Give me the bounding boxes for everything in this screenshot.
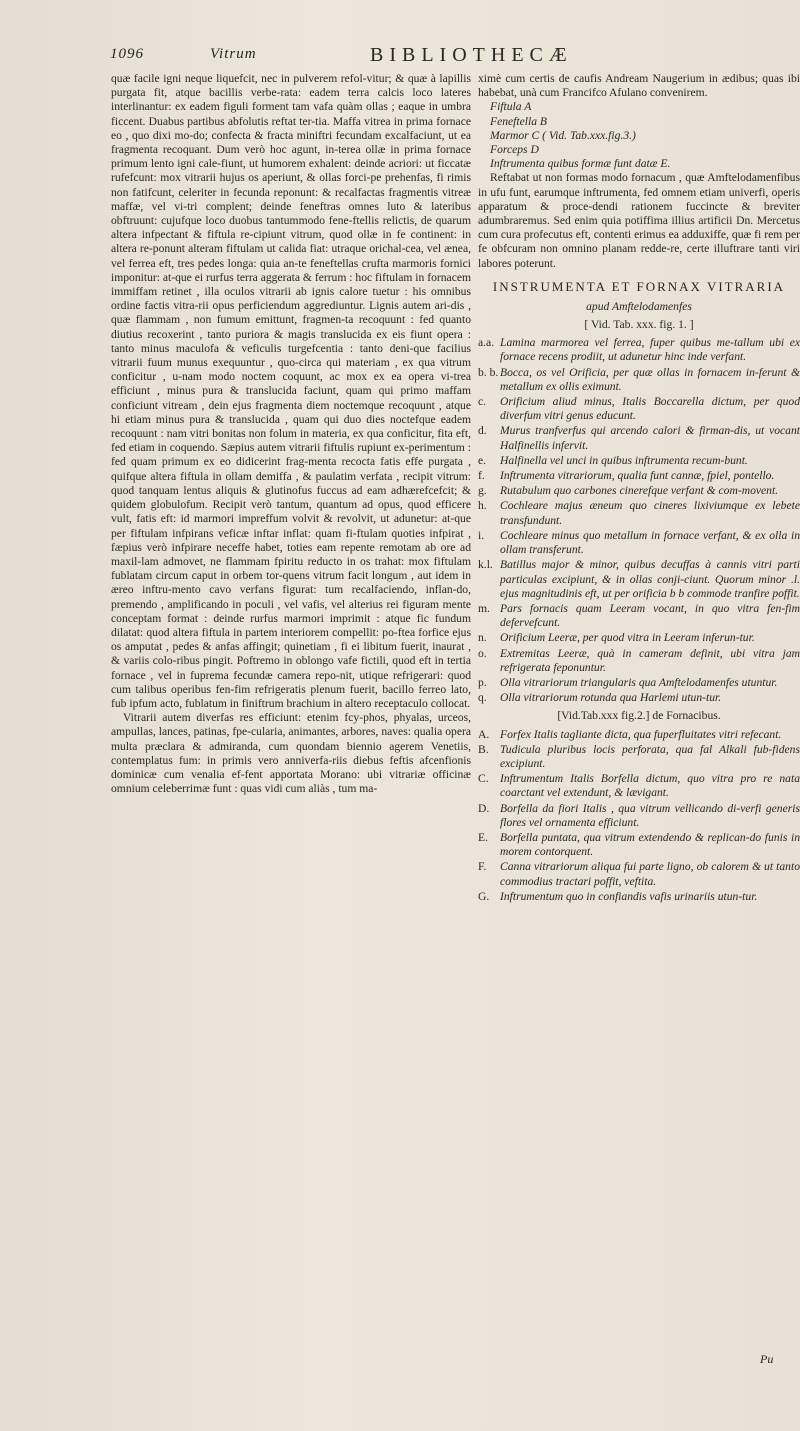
right-column	[478, 72, 800, 1362]
item-key: o.	[478, 646, 487, 660]
item-key: f.	[478, 469, 485, 483]
list-item	[478, 336, 800, 364]
item-key: G.	[478, 889, 490, 903]
right-paragraph: Reftabat ut non formas modo fornacum , quæ Amftelodamenfibus in ufu funt, earumque inftrumenta, fed omnem etiam univerfi, operis apparatum & proce-dendi rationem fuccincte & breviter adumbraremus. Sed enim quia potiffima illius artificii Dn. Mercetus cum cura profecutus eft, contenti erimus ea adduxiffe, quæ fi rem per fe obfcuram non omnino planam redde-re, certe illuftrare tanti viri labores poterunt.	[478, 171, 800, 270]
list-item	[478, 499, 800, 527]
list-item	[478, 743, 800, 771]
item-text: Forfex Italis tagliante dicta, qua fuperfluitates vitri refecant.	[500, 727, 782, 741]
left-column	[111, 72, 471, 1377]
item-text: Lamina marmorea vel ferrea, fuper quibus me-tallum ubi ex fornace recens prodiit, ut adunetur hinc inde verfant.	[500, 336, 800, 364]
page-number: 1096	[110, 46, 144, 62]
list-item	[478, 802, 800, 830]
tool-list-a	[478, 100, 800, 171]
list-item	[478, 366, 800, 394]
item-key: A.	[478, 727, 490, 741]
list-item	[478, 454, 800, 468]
section-subheading: apud Amftelodamenfes	[586, 299, 692, 313]
list-item	[478, 890, 800, 904]
item-key: a.a.	[478, 336, 495, 350]
item-key: m.	[478, 601, 490, 615]
list-item	[478, 860, 800, 888]
item-key: q.	[478, 691, 487, 705]
item-text: Bocca, os vel Orificia, per quæ ollas in fornacem in-ferunt & metallum ex ollis eximunt.	[500, 365, 800, 393]
list-item	[478, 676, 800, 690]
tool-item: Inftrumenta quibus formæ funt datæ E.	[490, 157, 671, 171]
item-text: Borfella da fiori Italis , qua vitrum vellicando di-verfi generis flores vel ornamenta efficiunt.	[500, 801, 800, 829]
item-text: Inftrumenta vitrariorum, qualia funt cannæ, fpiel, pontello.	[500, 469, 775, 483]
list-item	[478, 602, 800, 630]
item-text: Canna vitrariorum aliqua fui parte ligno, ob calorem & ut tanto commodius tractari poffit, veftita.	[500, 860, 800, 888]
item-text: Extremitas Leeræ, quà in cameram definit, ubi vitra jam refrigerata feponuntur.	[500, 646, 800, 674]
item-text: Rutabulum quo carbones cinerefque verfant & com-movent.	[500, 484, 779, 498]
tool-item: Fiftula A	[490, 100, 532, 114]
item-text: Orificium aliud minus, Italis Boccarella dictum, per quod diverfum vitri genus educunt.	[500, 395, 800, 423]
list-item	[478, 484, 800, 498]
item-key: F.	[478, 860, 487, 874]
item-key: d.	[478, 424, 487, 438]
item-key: c.	[478, 395, 487, 409]
list-item	[478, 469, 800, 483]
list-item	[478, 831, 800, 859]
list-item	[478, 395, 800, 423]
section-heading: INSTRUMENTA ET FORNAX VITRARIA	[492, 278, 786, 294]
item-text: Pars fornacis quam Leeram vocant, in quo vitra fen-fim defervefcunt.	[500, 601, 800, 630]
list-item	[478, 558, 800, 601]
list-item	[478, 424, 800, 452]
table-reference-1: [ Vid. Tab. xxx. fig. 1. ]	[584, 318, 694, 332]
item-text: Olla vitrariorum rotunda qua Harlemi utun-tur.	[500, 691, 722, 705]
tool-item: Forceps D	[490, 143, 539, 157]
item-key: D.	[478, 801, 490, 815]
list-item	[478, 647, 800, 675]
list-item	[478, 691, 800, 705]
item-text: Murus tranfverfus qui arcendo calori & firman-dis, ut vocant Halfinellis infervit.	[500, 424, 800, 452]
item-text: Orificium Leeræ, per quod vitra in Leeram inferun-tur.	[500, 631, 755, 645]
tool-item: Feneftella B	[490, 114, 547, 128]
tool-item: Marmor C ( Vid. Tab.xxx.fig.3.)	[490, 128, 636, 142]
list-item	[478, 631, 800, 645]
item-key: g.	[478, 484, 487, 498]
item-text: Inftrumentum Italis Borfella dictum, quo vitra pro re nata coarctant vel extendunt, & lævigant.	[500, 772, 800, 800]
left-paragraph-2: Vitrarii autem diverfas res efficiunt: etenim fcy-phos, phyalas, urceos, ampullas, lances, patinas, fpe-cularia, animantes, arbores, naves: qualia opera multa præclara & admiranda, cum quondam biennio agerem Venetiis, contemplatus fum: in primis vero anniverfa-riis diebus feftis afcenfionis dominicæ cum venalia ef-fent apportata Morano: ubi vitrariæ officinæ omnium celeberrimæ funt : quas vidi cum aliàs , tum ma-	[111, 711, 471, 796]
item-text: Borfella puntata, qua vitrum extendendo & replican-do funis in morem contorquent.	[500, 830, 800, 859]
running-header	[110, 44, 800, 68]
list-item	[478, 529, 800, 557]
left-paragraph-1: quæ facile igni neque liquefcit, nec in pulverem refol-vitur; & quæ à lapillis purgata fit, atque bacillis verbe-rata: eadem terra calcis loco lateres interlinantur: ex eadem figuli forment tam vafa quàm ollas ; eaque in umbra ficcent. Duabus partibus abfolutis reftat ter-tia. Maffa vitrea in prima fornace eo , quo dixi mo-do; confecta & fracta miniftri fecundam excalfaciunt, ut ea fragmenta recoquant. Dum verò hoc agunt, in-terea ollæ in prima fornace primum lento igni cale-fiunt, ut humorem exhalent: deinde acriori: ut ficcatæ rufefcunt: mox vitrarii hujus os aperiunt, & ollas forci-pe prehenfas, fi rimis non fatifcunt, celeriter in fecunda reponunt: & recalfactas fragmentis vitreæ maffæ, vel vi-tri complent; deinde feneftras omnes luto & lateribus obftruunt: cujufque loco duobus tantummodo fene-ftellis relictis, de quarum altera infpectant & fiftula re-cipiunt vitrum, quod ollæ in fe continent: in altera re-ponunt alteram fiftulam ut calida fiat: utraque orichal-cea, vel ænea, vel ferrea eft, tres pedes longa: quia an-te feneftellas crufta marmoris fornici imponitur: at-que ei rurfus terra aggerata & ferrum : hoc fiftulam in fornacem immiffam retinet , illa oculos vitrarii ab ignis calore tuetur : his omnibus ordine factis vitra-rii opus perficiendum aggrediuntur. Lignis autem ari-dis , quæ flammam , non fumum emittunt, fragmen-ta recoquunt : fed quanto diutius recoxerint , tanto puriora & magis translucida ex eis fiunt opera : tanto minus maculofa & veficulis turgefcentia : tanto deni-que facilius vitrarii fuum munus exequuntur , quo-circa qui materiam , ex qua vitrum conficitur , u-nam modo noctem coquunt, ac mox ex ea opera vi-trea efficiunt , minus pura & translucida faciunt, quam qui primo maffam conficiunt vitream , dein ejus fragmenta diem noctemque recoquunt , atque hi etiam minus pura & translucida , quam qui duo dies noctefque eadem recoquunt : nam vitri bonitas non folum in materia, ex qua conficitur, fita eft, fed etiam in coquendo. Sæpius autem vitrarii fiftulis rupiunt ex-perimentum : fed quam primum ex eo didicerint frag-menta recocta fatis effe purgata , quifque altera fiftula in ollam demiffa , & paulatim verfata , recipit vitrum: quod tanquam lentus aliquis & glutinofus fuccus ad eam adhærefcefcit; & quidem globulofum. Recipit verò tantum, quantum ad opus, quod efficere vult, fatis eft: id marmori impreffum volvit & revolvit, ut adunetur: at-que per fiftulam infpirans veficæ inftar inflat: quam fi-ftulam quoties infpirat , fæpius verò infpirare neceffe habet, toties eam repente remotam ab ore ad maxil-lam admovet, ne flammam fpiritu reducto in os trahat: mox fiftulam fublatam circum caput in orbem tor-quens vitrum facit longum , aut idem in æreo inftru-mento cavo verfans figurat: tum recalfaciendo, inflan-do, premendo , amplificando in poculi , vel vafis, vel alterius rei figuram mente conceptam format : deinde rurfus marmori imprimit : atque fic fundum dilatat: quod altera fiftula in partem interiorem compellit: po-ftea forfice ejus os amputat , pedes & anfas affingit; quinetiam , fi ei libitum fuerit, inaurat , & variis colo-ribus pingit. Poftremo in oblongo vafe fictili, quod eft in tertia fornace , vel in fuprema fecundæ camera repo-nit, utique refrigerari: quod cum talibus operibus fen-fim refrigeratis plenum fuerit, bacillo ferreo lato, fub ipfum acto, fublatum in finiftrum brachium in altero receptaculo collocat.	[111, 72, 471, 710]
item-text: Cochleare majus æneum quo cineres lixiviumque ex lebete transfundunt.	[500, 499, 800, 527]
item-text: Halfinella vel unci in quibus inftrumenta recum-bunt.	[500, 453, 748, 467]
item-text: Olla vitrariorum triangularis qua Amftelodamenfes utuntur.	[500, 675, 778, 689]
item-key: k.l.	[478, 558, 493, 572]
item-key: e.	[478, 453, 487, 467]
item-key: b. b.	[478, 365, 499, 379]
instrument-list-2	[478, 728, 800, 904]
item-key: h.	[478, 499, 487, 513]
item-key: i.	[478, 528, 485, 542]
item-text: Tudicula pluribus locis perforata, qua fal Alkali fub-fidens excipiunt.	[500, 742, 800, 770]
catchword: Pu	[760, 1352, 774, 1366]
item-key: B.	[478, 742, 489, 756]
item-key: E.	[478, 830, 488, 844]
item-key: C.	[478, 772, 489, 786]
instrument-list-1	[478, 336, 800, 705]
page-title: BIBLIOTHECÆ	[370, 44, 573, 66]
list-item	[478, 728, 800, 742]
right-intro: ximè cum certis de caufis Andream Naugerium in ædibus; quas ibi habebat, unà cum Francifco Afulano convenirem.	[478, 72, 800, 100]
item-key: p.	[478, 675, 487, 689]
item-text: Batillus major & minor, quibus decuffas à cannis vitri parti particulas excipiunt, & in ollas conji-ciunt. Quorum minor .l. ejus magnitudinis eft, ut per orificia b b commode tranfire poffit.	[500, 558, 800, 600]
item-key: n.	[478, 631, 487, 645]
list-item	[478, 772, 800, 800]
item-text: Cochleare minus quo metallum in fornace verfant, & ex olla in ollam transferunt.	[500, 528, 800, 557]
table-reference-2: [Vid.Tab.xxx fig.2.] de Fornacibus.	[557, 709, 721, 723]
item-text: Inftrumentum quo in confiandis vafis urinariis utun-tur.	[500, 889, 758, 903]
running-word: Vitrum	[210, 46, 257, 62]
